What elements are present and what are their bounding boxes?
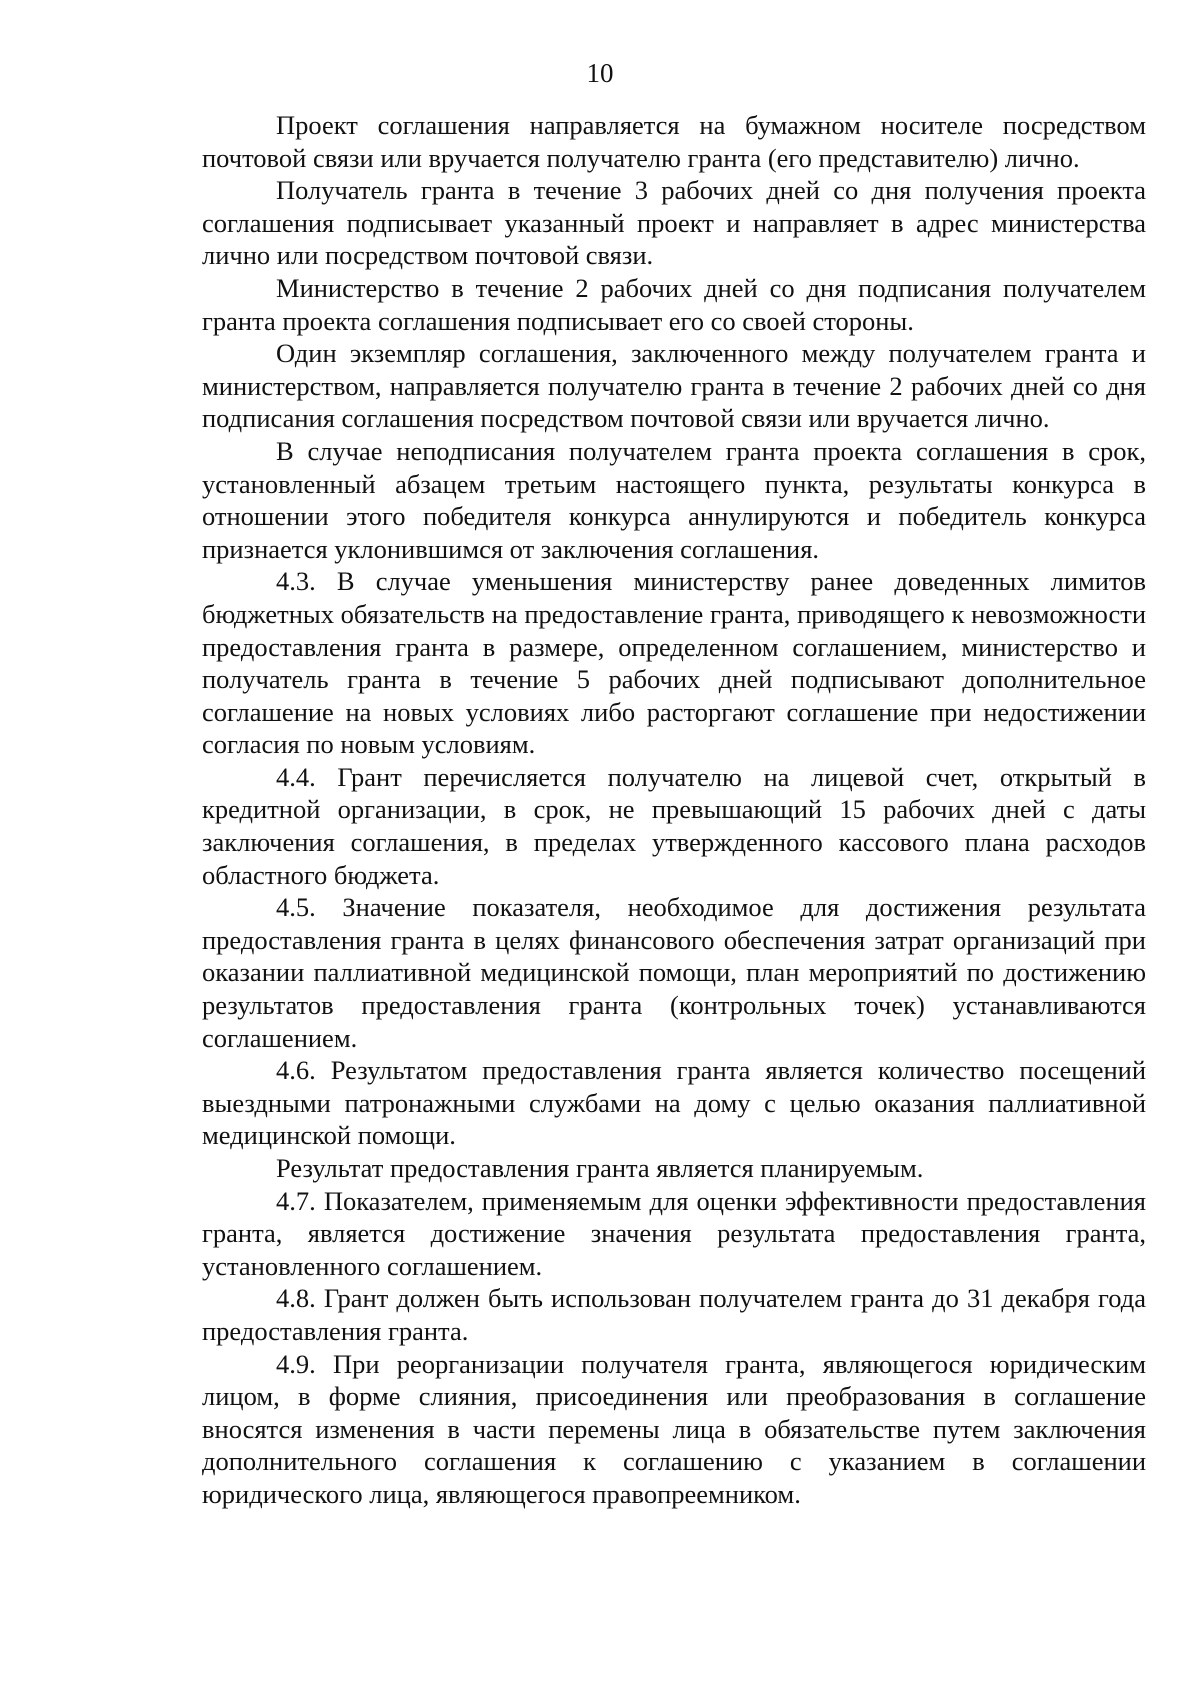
paragraph-4-6: 4.6. Результатом предоставления гранта является количество посещений выездными патронажными службами на дому с целью оказания паллиативной медицинской помощи. bbox=[202, 1055, 1146, 1151]
paragraph: Получатель гранта в течение 3 рабочих дней со дня получения проекта соглашения подписывает указанный проект и направляет в адрес министерства лично или посредством почтовой связи. bbox=[202, 175, 1146, 271]
paragraph: В случае неподписания получателем гранта проекта соглашения в срок, установленный абзацем третьим настоящего пункта, результаты конкурса в отношении этого победителя конкурса аннулируются и победитель конкурса признается уклонившимся от заключения соглашения. bbox=[202, 435, 1146, 564]
paragraph: Министерство в течение 2 рабочих дней со дня подписания получателем гранта проекта соглашения подписывает его со своей стороны. bbox=[202, 272, 1146, 336]
paragraph-4-5: 4.5. Значение показателя, необходимое для достижения результата предоставления гранта в целях финансового обеспечения затрат организаций при оказании паллиативной медицинской помощи, план мероприятий по достижению результатов предоставления гранта (контрольных точек) устанавливаются соглашением. bbox=[202, 892, 1146, 1053]
paragraph: Один экземпляр соглашения, заключенного между получателем гранта и министерством, направляется получателю гранта в течение 2 рабочих дней со дня подписания соглашения посредством почтовой связи или вручается лично. bbox=[202, 338, 1146, 434]
paragraph-4-4: 4.4. Грант перечисляется получателю на лицевой счет, открытый в кредитной организации, в срок, не превышающий 15 рабочих дней с даты заключения соглашения, в пределах утвержденного кассового плана расходов областного бюджета. bbox=[202, 761, 1146, 890]
paragraph-4-3: 4.3. В случае уменьшения министерству ранее доведенных лимитов бюджетных обязательств на предоставление гранта, приводящего к невозможности предоставления гранта в размере, определенном соглашением, министерство и получатель гранта в течение 5 рабочих дней подписывают дополнительное соглашение на новых условиях либо расторгают соглашение при недостижении согласия по новым условиям. bbox=[202, 566, 1146, 760]
page-number: 10 bbox=[586, 58, 614, 88]
paragraph: Проект соглашения направляется на бумажном носителе посредством почтовой связи или вручается получателю гранта (его представителю) лично. bbox=[202, 110, 1146, 173]
paragraph-4-9: 4.9. При реорганизации получателя гранта, являющегося юридическим лицом, в форме слияния, присоединения или преобразования в соглашение вносятся изменения в части перемены лица в обязательстве путем заключения дополнительного соглашения к соглашению с указанием в соглашении юридического лица, являющегося правопреемником. bbox=[202, 1348, 1146, 1509]
paragraph: Результат предоставления гранта является планируемым. bbox=[276, 1153, 924, 1183]
paragraph-4-8: 4.8. Грант должен быть использован получателем гранта до 31 декабря года предоставления гранта. bbox=[202, 1283, 1146, 1346]
paragraph-4-7: 4.7. Показателем, применяемым для оценки эффективности предоставления гранта, является достижение значения результата предоставления гранта, установленного соглашением. bbox=[202, 1185, 1146, 1281]
document-body bbox=[202, 109, 1146, 1511]
